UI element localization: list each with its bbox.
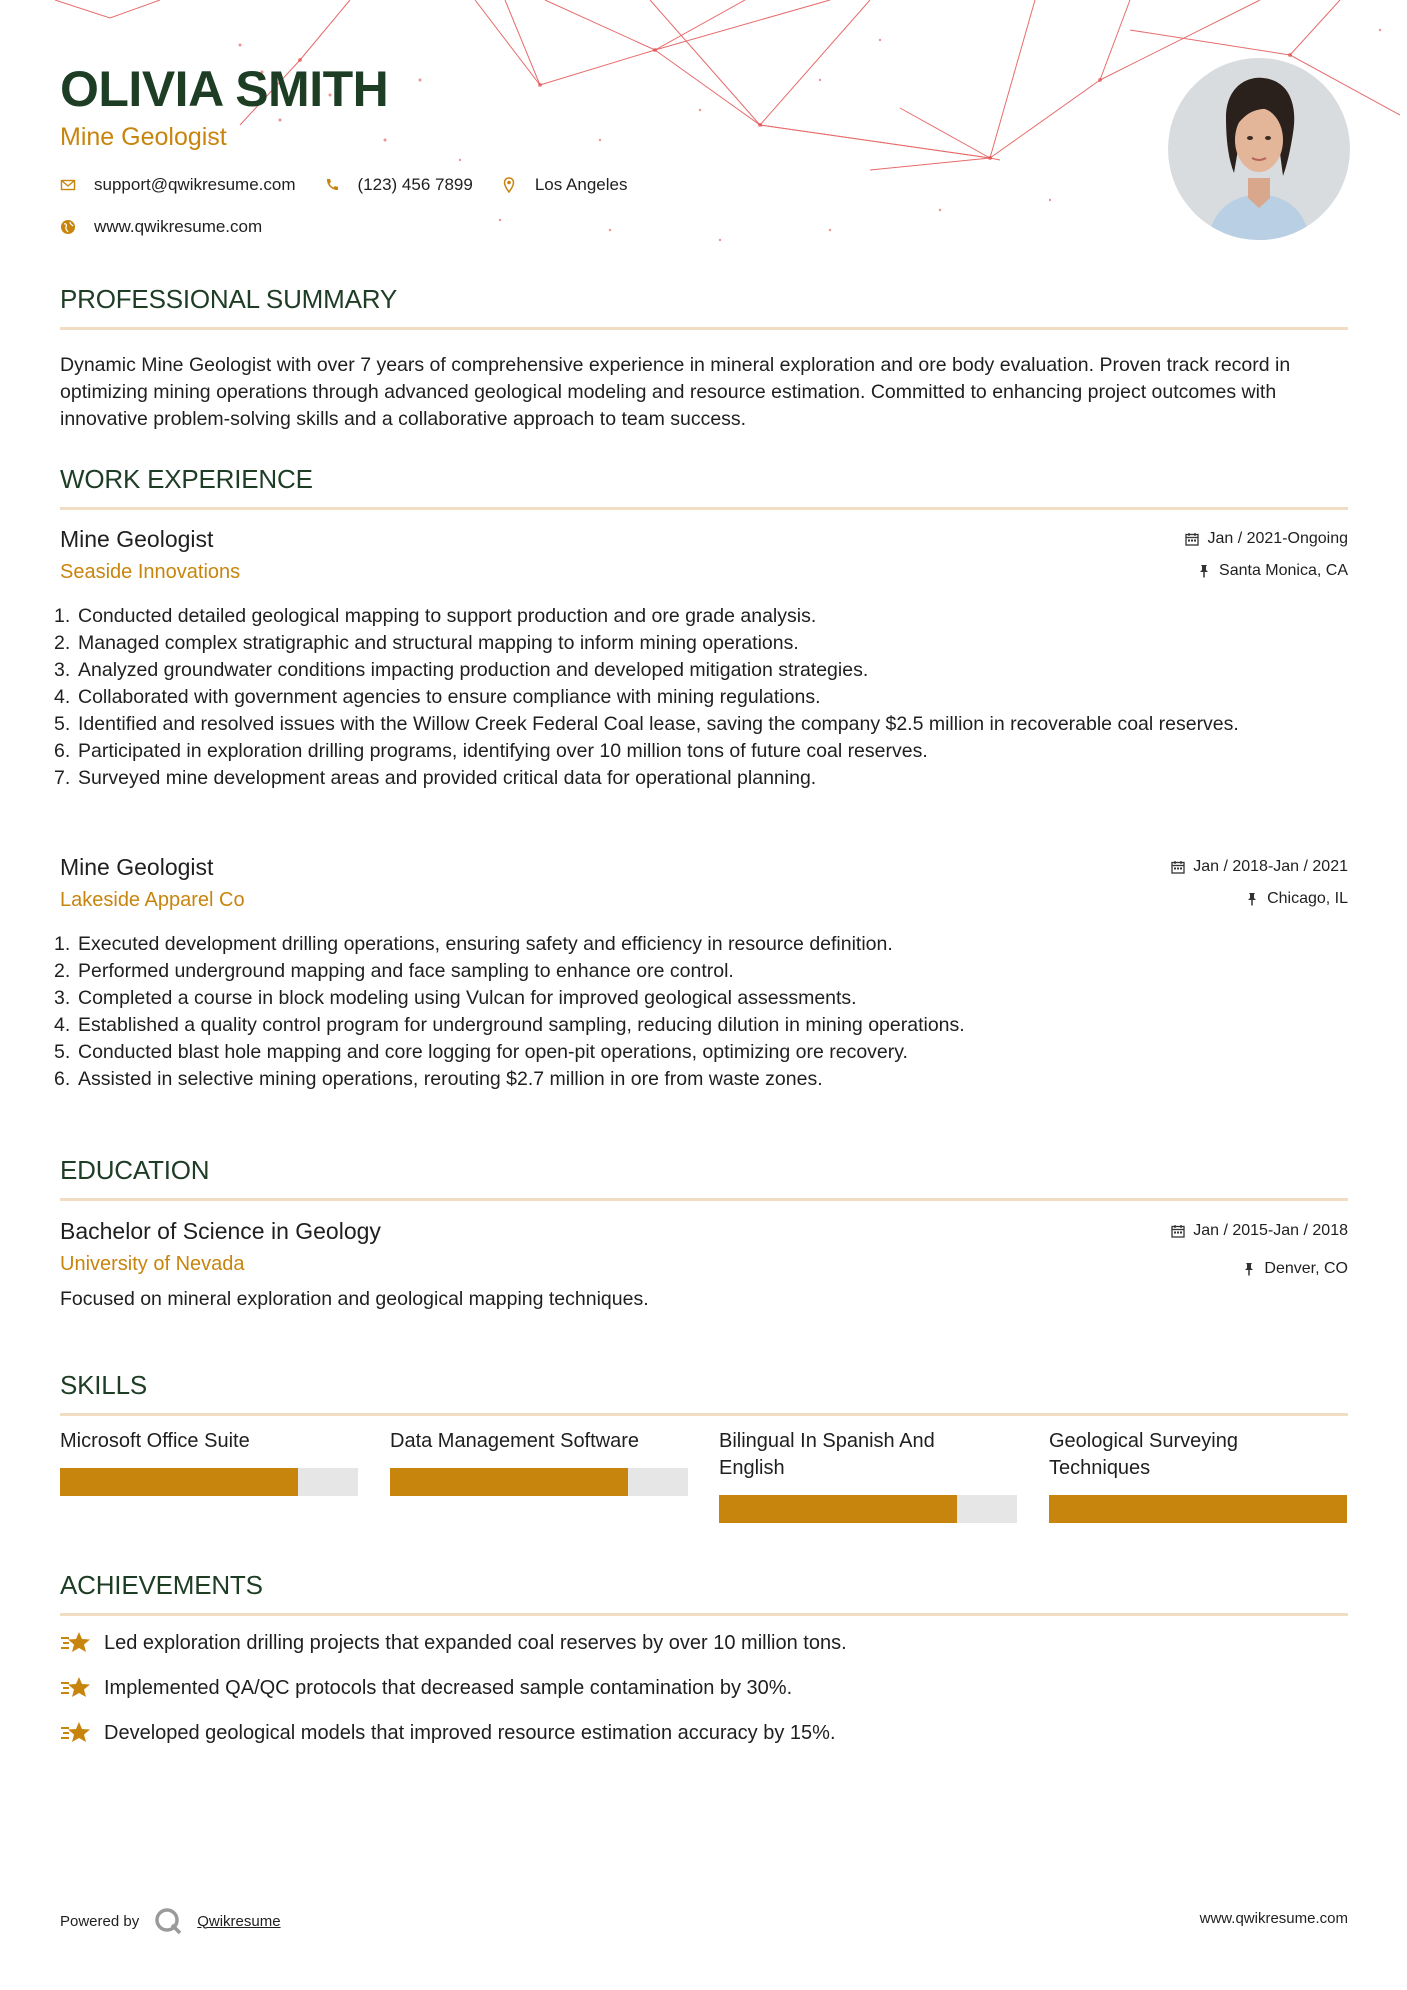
list-item: 5. Conducted blast hole mapping and core logging for open-pit operations, optimizing ore recovery. — [54, 1041, 908, 1063]
school-name: University of Nevada — [60, 1253, 245, 1275]
education-meta — [1171, 1220, 1348, 1280]
location-text: Los Angeles — [534, 175, 628, 194]
list-item: 3. Completed a course in block modeling using Vulcan for improved geological assessments. — [54, 987, 857, 1009]
star-award-icon — [60, 1719, 92, 1747]
skill-item — [719, 1428, 979, 1482]
education-description: Focused on mineral exploration and geological mapping techniques. — [60, 1288, 649, 1310]
skill-level-fill — [390, 1468, 628, 1496]
education-dates: Jan / 2015-Jan / 2018 — [1171, 1220, 1348, 1242]
list-item: 6. Participated in exploration drilling programs, identifying over 10 million tons of future coal reserves. — [54, 740, 928, 762]
resume-header — [60, 56, 1060, 240]
section-divider — [60, 507, 1348, 510]
section-title-education: EDUCATION — [60, 1155, 210, 1185]
job-company: Seaside Innovations — [60, 561, 241, 583]
profile-photo — [1168, 58, 1350, 240]
skill-level-fill — [719, 1495, 957, 1523]
website-text: www.qwikresume.com — [94, 217, 263, 236]
email-text: support@qwikresume.com — [94, 175, 296, 194]
calendar-icon — [1171, 1224, 1185, 1238]
contact-website[interactable] — [60, 217, 262, 237]
page-footer — [60, 1898, 1348, 1934]
skill-name: Microsoft Office Suite — [60, 1430, 250, 1452]
job-bullets — [54, 603, 1354, 792]
list-item: 2. Performed underground mapping and face sampling to enhance ore control. — [54, 960, 734, 982]
job-meta — [1171, 856, 1348, 910]
section-title-skills: SKILLS — [60, 1370, 147, 1400]
job-title: Mine Geologist — [60, 854, 214, 880]
job-entry — [60, 852, 1348, 914]
globe-icon — [60, 219, 76, 235]
achievement-item: Led exploration drilling projects that expanded coal reserves by over 10 million tons. — [60, 1628, 1348, 1658]
star-award-icon — [60, 1629, 92, 1657]
phone-icon — [324, 177, 340, 193]
pushpin-icon — [1242, 1262, 1256, 1276]
section-title-experience: WORK EXPERIENCE — [60, 464, 313, 494]
education-location: Denver, CO — [1171, 1258, 1348, 1280]
education-entry — [60, 1216, 1348, 1313]
calendar-icon — [1185, 532, 1199, 546]
skill-item — [390, 1428, 688, 1455]
skill-level-bar — [60, 1468, 358, 1496]
list-item: 4. Established a quality control program for underground sampling, reducing dilution in mining operations. — [54, 1014, 965, 1036]
achievement-item: Developed geological models that improved resource estimation accuracy by 15%. — [60, 1718, 1348, 1748]
powered-by: Powered by Qwikresume — [60, 1906, 281, 1936]
section-title-achievements: ACHIEVEMENTS — [60, 1570, 263, 1600]
list-item: 3. Analyzed groundwater conditions impacting production and developed mitigation strategies. — [54, 659, 869, 681]
job-meta — [1185, 528, 1348, 582]
list-item: 1. Conducted detailed geological mapping to support production and ore grade analysis. — [54, 605, 817, 627]
list-item: 1. Executed development drilling operations, ensuring safety and efficiency in resource definition. — [54, 933, 893, 955]
pushpin-icon — [1245, 892, 1259, 906]
job-entry — [60, 524, 1348, 586]
job-dates: Jan / 2018-Jan / 2021 — [1171, 856, 1348, 878]
pushpin-icon — [1197, 564, 1211, 578]
contact-email[interactable] — [60, 175, 296, 195]
contact-row — [60, 172, 1060, 198]
job-location: Chicago, IL — [1171, 888, 1348, 910]
contact-location — [501, 175, 628, 195]
skill-item — [1049, 1428, 1309, 1482]
skill-level-bar — [719, 1495, 1017, 1523]
list-item: 6. Assisted in selective mining operations, rerouting $2.7 million in ore from waste zones. — [54, 1068, 823, 1090]
skill-name: Geological Surveying Techniques — [1049, 1430, 1238, 1479]
degree-title: Bachelor of Science in Geology — [60, 1218, 381, 1244]
contact-phone[interactable] — [324, 175, 473, 195]
achievement-item: Implemented QA/QC protocols that decreased sample contamination by 30%. — [60, 1673, 1348, 1703]
list-item: 5. Identified and resolved issues with the Willow Creek Federal Coal lease, saving the company $2.5 million in recoverable coal reserves. — [54, 713, 1239, 735]
list-item: 7. Surveyed mine development areas and provided critical data for operational planning. — [54, 767, 817, 789]
achievements-list — [60, 1628, 1348, 1763]
skill-level-fill — [60, 1468, 298, 1496]
section-divider — [60, 1613, 1348, 1616]
phone-text: (123) 456 7899 — [357, 175, 473, 194]
list-item: 2. Managed complex stratigraphic and structural mapping to inform mining operations. — [54, 632, 799, 654]
job-title: Mine Geologist — [60, 526, 214, 552]
experience-section — [60, 463, 1348, 510]
contact-row-website — [60, 214, 1060, 240]
map-pin-icon — [501, 177, 517, 193]
envelope-icon — [60, 177, 76, 193]
job-dates: Jan / 2021-Ongoing — [1185, 528, 1348, 550]
summary-section — [60, 283, 1348, 433]
star-award-icon — [60, 1674, 92, 1702]
achievements-section — [60, 1569, 1348, 1616]
job-company: Lakeside Apparel Co — [60, 889, 245, 911]
skill-level-bar — [390, 1468, 688, 1496]
section-title-summary: PROFESSIONAL SUMMARY — [60, 284, 397, 314]
footer-url[interactable]: www.qwikresume.com — [1199, 1910, 1348, 1927]
candidate-role: Mine Geologist — [60, 123, 227, 151]
job-location: Santa Monica, CA — [1185, 560, 1348, 582]
skill-level-bar — [1049, 1495, 1347, 1523]
skill-name: Bilingual In Spanish And English — [719, 1430, 935, 1479]
skills-section — [60, 1369, 1348, 1416]
section-divider — [60, 1413, 1348, 1416]
section-divider — [60, 327, 1348, 330]
list-item: 4. Collaborated with government agencies to ensure compliance with mining regulations. — [54, 686, 821, 708]
skill-level-fill — [1049, 1495, 1347, 1523]
candidate-name: OLIVIA SMITH — [60, 61, 389, 117]
calendar-icon — [1171, 860, 1185, 874]
skill-item — [60, 1428, 358, 1455]
skill-name: Data Management Software — [390, 1430, 640, 1452]
brand-link[interactable]: Qwikresume — [197, 1912, 281, 1930]
job-bullets — [54, 931, 1354, 1093]
skills-grid — [60, 1428, 1348, 1538]
qwikresume-logo-icon — [153, 1906, 183, 1936]
section-divider — [60, 1198, 1348, 1201]
summary-text: Dynamic Mine Geologist with over 7 years of comprehensive experience in mineral exploration and ore body evaluation. Proven track record in optimizing mining operations through advanced geological modeling and resource estimation. Committed to enhancing project outcomes with innovative problem-solving skills and a collaborative approach to team success. — [60, 354, 1291, 430]
education-section — [60, 1154, 1348, 1201]
